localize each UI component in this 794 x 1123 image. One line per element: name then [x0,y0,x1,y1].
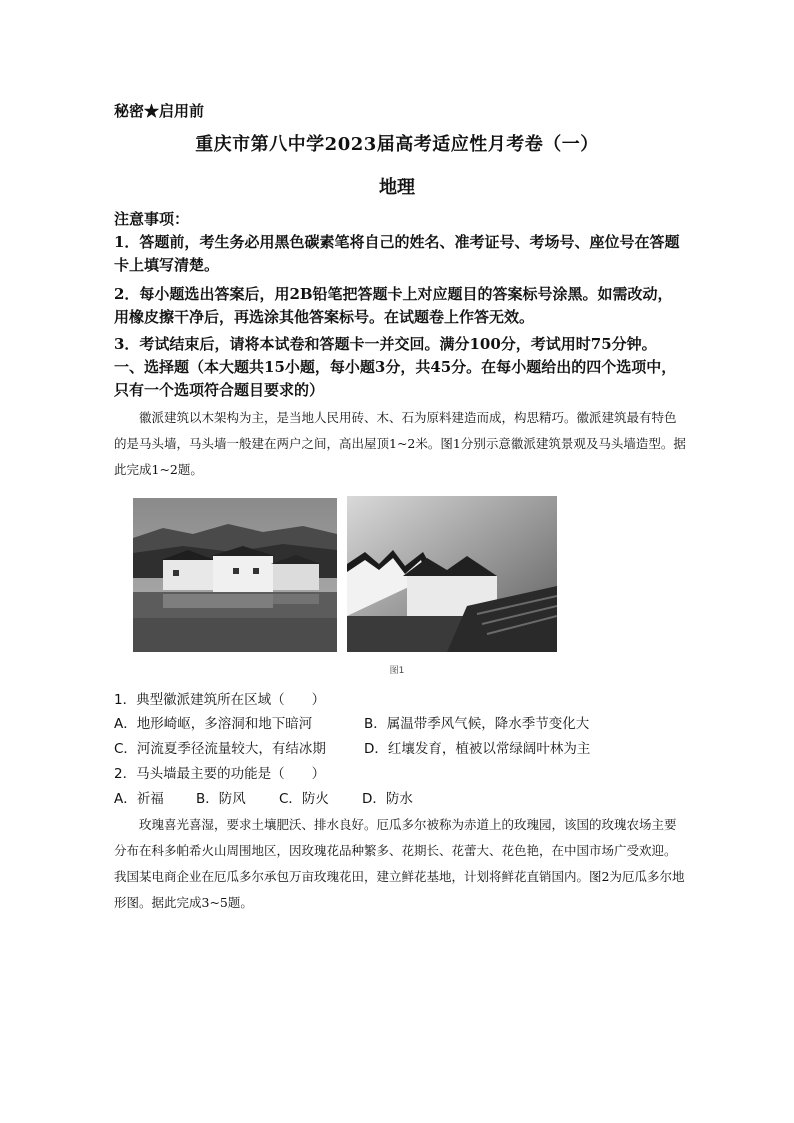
question-1-option-a: A．地形崎岖，多溶洞和地下暗河 [114,716,313,732]
huizhou-village-photo [133,498,337,652]
section-heading: 一、选择题（本大题共15小题，每小题3分，共45分。在每小题给出的四个选项中，只有一个选项符合题目要求的） [114,358,677,399]
notes-heading: 注意事项： [114,210,190,228]
exam-title: 重庆市第八中学2023届高考适应性月考卷（一） [195,134,599,155]
horse-head-wall-photo [347,496,557,652]
question-2-option-b: B．防风 [196,791,246,807]
question-2-stem: 2．马头墙最主要的功能是（ ） [114,766,326,782]
figure-1-caption: 图1 [389,666,405,676]
passage-2: 玫瑰喜光喜湿，要求土壤肥沃、排水良好。厄瓜多尔被称为赤道上的玫瑰园，该国的玫瑰农场主要分布在科多帕希火山周围地区，因玫瑰花品种繁多、花期长、花蕾大、花色艳，在中国市场广受欢迎。我国某电商企业在厄瓜多尔承包万亩玫瑰花田，建立鲜花基地，计划将鲜花直销国内。图2为厄瓜多尔地形图。据此完成3~5题。 [114,817,685,910]
question-2-option-a: A．祈福 [114,791,164,807]
question-2-option-d: D．防水 [362,791,413,807]
notes-item-3: 3．考试结束后，请将本试卷和答题卡一并交回。满分100分，考试用时75分钟。 [114,335,657,353]
question-1-stem: 1．典型徽派建筑所在区域（ ） [114,692,326,708]
question-1-option-b: B．属温带季风气候，降水季节变化大 [364,716,590,732]
notes-item-2: 2．每小题选出答案后，用2B铅笔把答题卡上对应题目的答案标号涂黑。如需改动，用橡皮擦干净后，再选涂其他答案标号。在试题卷上作答无效。 [114,285,673,326]
question-1-option-c: C．河流夏季径流量较大，有结冰期 [114,741,326,757]
question-2-option-c: C．防火 [279,791,329,807]
question-1-option-d: D．红壤发育，植被以常绿阔叶林为主 [364,741,591,757]
confidential-label: 秘密★启用前 [114,102,205,120]
passage-1: 徽派建筑以木架构为主，是当地人民用砖、木、石为原料建造而成，构思精巧。徽派建筑最有特色的是马头墙，马头墙一般建在两户之间，高出屋顶1~2米。图1分别示意徽派建筑景观及马头墙造型。据此完成1~2题。 [114,410,686,477]
subject-title: 地理 [379,177,415,198]
notes-item-1: 1．答题前，考生务必用黑色碳素笔将自己的姓名、准考证号、考场号、座位号在答题卡上填写清楚。 [114,233,680,274]
